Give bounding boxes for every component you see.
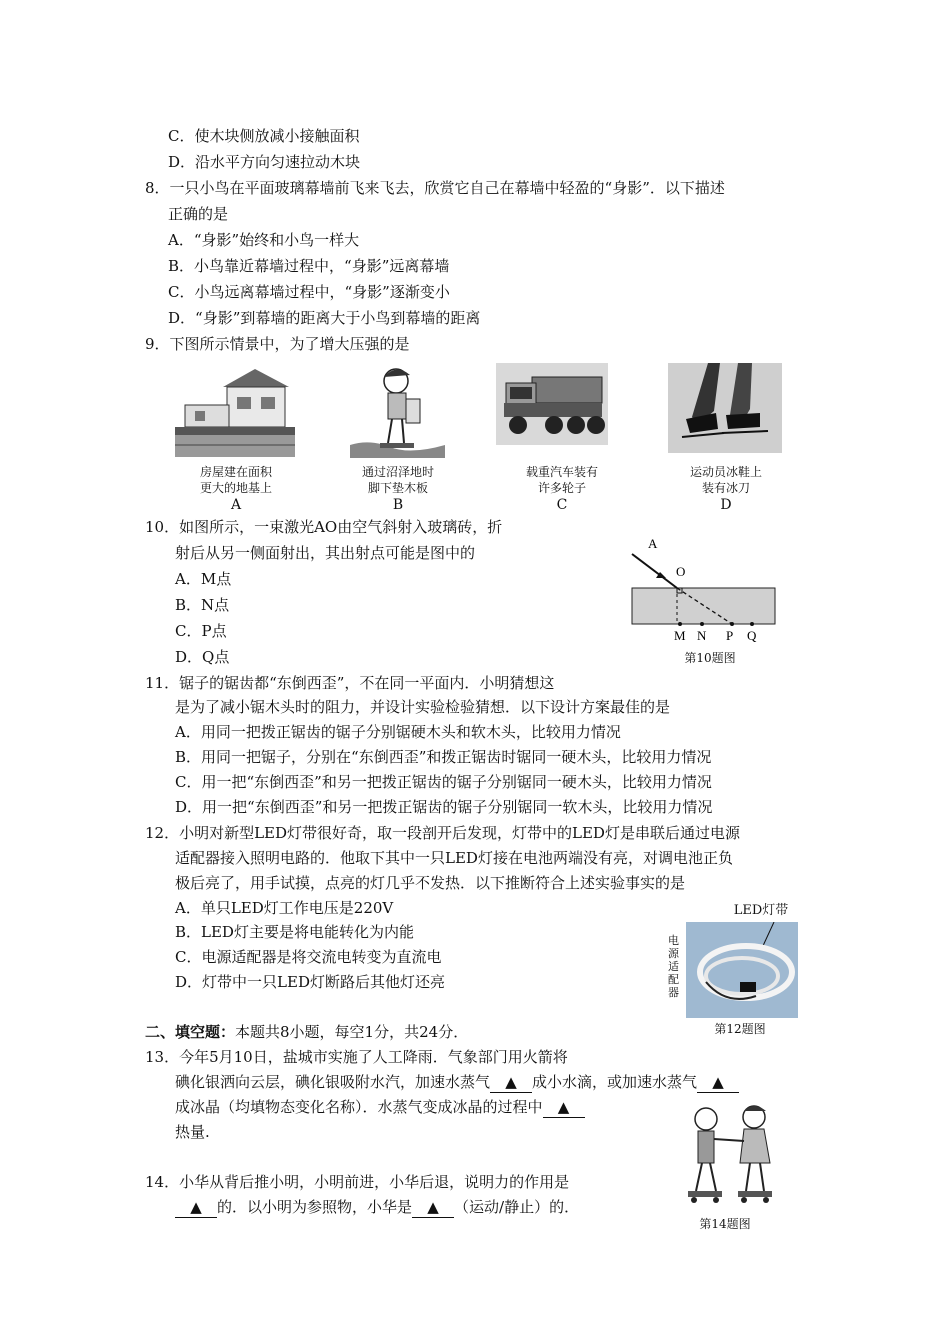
q9-letter-d: D — [720, 497, 732, 513]
led-strip-photo — [686, 922, 798, 1018]
q12-option-c: C．电源适配器是将交流电转变为直流电 — [175, 948, 442, 966]
q11-stem: 11．锯子的锯齿都“东倒西歪”，不在同一平面内．小明猜想这 — [145, 674, 555, 692]
q12-figure-caption: 第12题图 — [714, 1022, 766, 1036]
label-a: A — [648, 536, 658, 551]
q12-stem: 12．小明对新型LED灯带很好奇，取一段剖开后发现，灯带中的LED灯是串联后通过电源 — [145, 824, 740, 842]
q11-option-c: C．用一把“东倒西歪”和另一把拨正锯齿的锯子分别锯同一硬木头，比较用力情况 — [175, 773, 712, 791]
q10-stem-cont: 射后从另一侧面射出，其出射点可能是图中的 — [175, 544, 476, 562]
q13-stem: 13．今年5月10日，盐城市实施了人工降雨．气象部门用火箭将 — [145, 1048, 568, 1066]
skaters-illustration — [672, 1097, 784, 1211]
q9-caption-b-line1: 通过沼泽地时 — [361, 465, 434, 479]
q14-blank-1[interactable]: ▲ — [175, 1197, 217, 1218]
q10-option-b: B．N点 — [175, 596, 230, 614]
q11-option-b: B．用同一把锯子，分别在“东倒西歪”和拨正锯齿时锯同一硬木头，比较用力情况 — [175, 748, 712, 766]
q8-option-d: D．“身影”到幕墙的距离大于小鸟到幕墙的距离 — [168, 309, 481, 327]
q10-figure-caption: 第10题图 — [684, 651, 736, 665]
child-illustration — [350, 363, 445, 458]
section-2-heading — [145, 1022, 468, 1042]
label-n: N — [697, 628, 707, 643]
q12-label-led-strip: LED灯带 — [733, 903, 789, 918]
q13-line3 — [175, 1097, 585, 1118]
q9-caption-a-line2: 更大的地基上 — [199, 481, 272, 495]
q14-stem: 14．小华从背后推小明，小明前进，小华后退，说明力的作用是 — [145, 1173, 570, 1191]
q7-option-c: C．使木块侧放减小接触面积 — [168, 127, 360, 145]
q13-text-a: 碘化银洒向云层，碘化银吸附水汽，加速水蒸气 — [175, 1073, 491, 1091]
q13-line2 — [175, 1072, 739, 1093]
label-p: P — [726, 628, 734, 643]
q9-stem: 9．下图所示情景中，为了增大压强的是 — [145, 335, 410, 353]
q11-option-d: D．用一把“东倒西歪”和另一把拨正锯齿的锯子分别锯同一软木头，比较用力情况 — [175, 798, 713, 816]
q13-blank-3[interactable]: ▲ — [543, 1097, 585, 1118]
q12-stem-cont2: 极后亮了，用手试摸，点亮的灯几乎不发热．以下推断符合上述实验事实的是 — [175, 874, 686, 892]
q12-option-d: D．灯带中一只LED灯断路后其他灯还亮 — [175, 973, 445, 991]
q9-caption-c-line2: 许多轮子 — [537, 481, 586, 495]
q14-text-b: （运动/静止）的． — [454, 1198, 580, 1216]
q10-option-d: D．Q点 — [175, 648, 230, 666]
q13-text-b: 成小水滴，或加速水蒸气 — [532, 1073, 698, 1091]
label-o: O — [676, 564, 686, 579]
label-q: Q — [747, 628, 757, 643]
q9-letter-c: C — [556, 497, 568, 513]
q10-stem: 10．如图所示，一束激光AO由空气斜射入玻璃砖，折 — [145, 518, 503, 536]
q11-option-a: A．用同一把拨正锯齿的锯子分别锯硬木头和软木头，比较用力情况 — [175, 723, 621, 741]
q10-option-c: C．P点 — [175, 622, 227, 640]
q14-text-a: 的．以小明为参照物，小华是 — [217, 1198, 413, 1216]
q9-caption-d-line2: 装有冰刀 — [701, 481, 750, 495]
q11-stem-cont: 是为了减小锯木头时的阻力，并设计实验检验猜想．以下设计方案最佳的是 — [175, 698, 671, 716]
q8-option-a: A．“身影”始终和小鸟一样大 — [168, 231, 360, 249]
q12-option-b: B．LED灯主要是将电能转化为内能 — [175, 923, 414, 941]
q12-label-adapter: 电源适配器 — [668, 934, 679, 999]
q8-option-b: B．小鸟靠近幕墙过程中，“身影”远离幕墙 — [168, 257, 450, 275]
section-2-desc: 本题共8小题，每空1分，共24分． — [235, 1023, 469, 1041]
q7-option-d: D．沿水平方向匀速拉动木块 — [168, 153, 361, 171]
label-m: M — [674, 628, 686, 643]
q13-line4: 热量. — [175, 1123, 210, 1141]
q9-caption-a-line1: 房屋建在面积 — [199, 465, 272, 479]
section-2-title: 二、填空题： — [145, 1023, 236, 1041]
truck-photo — [496, 363, 608, 445]
q9-letter-b: B — [392, 497, 404, 513]
q13-blank-1[interactable]: ▲ — [490, 1072, 532, 1093]
q8-stem-cont: 正确的是 — [168, 205, 229, 223]
house-illustration — [175, 365, 295, 457]
q9-caption-c-line1: 载重汽车装有 — [525, 465, 598, 479]
q14-figure-caption: 第14题图 — [699, 1217, 751, 1231]
q12-stem-cont1: 适配器接入照明电路的．他取下其中一只LED灯接在电池两端没有亮，对调电池正负 — [175, 849, 733, 867]
q9-caption-d-line1: 运动员冰鞋上 — [689, 465, 762, 479]
q10-option-a: A．M点 — [175, 570, 232, 588]
q9-letter-a: A — [230, 497, 242, 513]
q8-option-c: C．小鸟远离幕墙过程中，“身影”逐渐变小 — [168, 283, 450, 301]
q9-caption-b-line2: 脚下垫木板 — [367, 481, 428, 495]
q13-text-c: 成冰晶（均填物态变化名称）．水蒸气变成冰晶的过程中 — [175, 1098, 543, 1116]
q14-line2 — [175, 1197, 579, 1218]
q14-blank-2[interactable]: ▲ — [412, 1197, 454, 1218]
q12-option-a: A．单只LED灯工作电压是220V — [175, 899, 394, 917]
q13-blank-2[interactable]: ▲ — [697, 1072, 739, 1093]
laser-glass-diagram — [620, 534, 795, 646]
ice-skates-photo — [668, 363, 782, 453]
q8-stem: 8．一只小鸟在平面玻璃幕墙前飞来飞去，欣赏它自己在幕墙中轻盈的“身影”．以下描述 — [145, 179, 725, 197]
